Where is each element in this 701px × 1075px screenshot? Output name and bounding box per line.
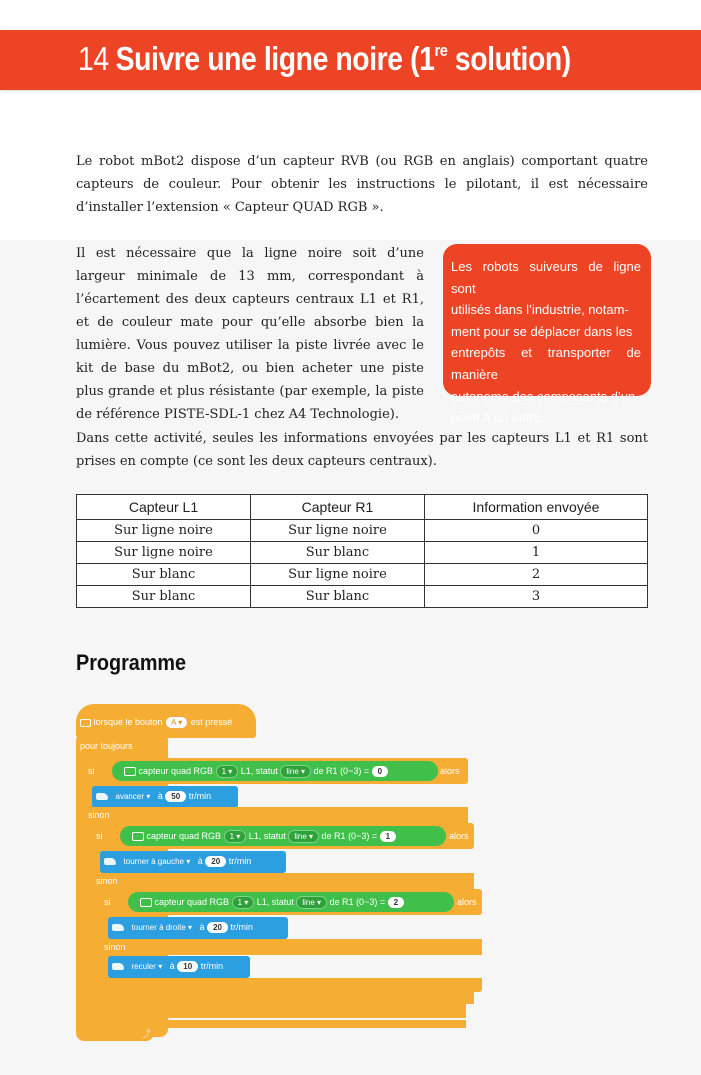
callout-line: entrepôts et transporter de manière (451, 345, 641, 382)
table-cell: Sur ligne noire (77, 520, 251, 542)
table-cell: Sur ligne noire (77, 542, 251, 564)
range-label: de R1 (0~3) (321, 831, 370, 841)
action-verb-select[interactable]: tourner à droite ▾ (127, 922, 198, 933)
status-label: L1, statut (256, 897, 294, 907)
status-select[interactable]: line ▾ (288, 830, 319, 843)
chapter-title (78, 40, 571, 78)
then-keyword: alors (449, 831, 469, 841)
action-value[interactable]: 20 (205, 856, 226, 867)
sensor-icon (140, 898, 152, 907)
status-label: L1, statut (240, 766, 278, 776)
table-cell: Sur ligne noire (250, 520, 424, 542)
range-label: de R1 (0~3) (329, 897, 378, 907)
table-row (77, 586, 648, 608)
callout-line: utilisés dans l’industrie, notam- (451, 302, 629, 318)
robot-icon (112, 963, 124, 970)
hat-suffix: est pressé (190, 717, 233, 727)
else-bar-1 (84, 807, 468, 823)
sensor-num-select[interactable]: 1 ▾ (232, 896, 255, 909)
section-title: Programme (76, 650, 187, 675)
chapter-number: 14 (78, 40, 109, 77)
robot-icon (104, 858, 116, 865)
action-unit: tr/min (230, 922, 253, 932)
range-label: de R1 (0~3) (313, 766, 362, 776)
track-paragraph: Il est nécessaire que la ligne noire soit d’une largeur minimale de 13 mm, correspondant à l’écartement des deux capteurs centraux L1 et R1, et de couleur mate pour qu’elle absorbe bien la lumière. Vous pouvez utiliser la piste livrée avec le kit de base du mBot2, ou bien acheter une piste plus grande et plus résistante (par exemple, la piste de référence PISTE-SDL-1 chez A4 Technologie). (76, 246, 424, 422)
status-select[interactable]: line ▾ (280, 765, 311, 778)
action-1-label (96, 791, 211, 802)
action-verb-select[interactable]: avancer ▾ (111, 791, 156, 802)
sensor-label: capteur quad RGB (146, 831, 222, 841)
table-header-row (77, 495, 648, 520)
action-prep: à (157, 791, 163, 801)
table-header: Capteur L1 (77, 495, 251, 520)
equals-sign: = (379, 897, 386, 907)
equals-sign: = (371, 831, 378, 841)
hat-block-label (80, 716, 232, 729)
table-cell: Sur blanc (250, 542, 424, 564)
action-value[interactable]: 20 (207, 922, 228, 933)
robot-icon (112, 924, 124, 931)
sensor-icon (132, 832, 144, 841)
else-keyword: sinon (88, 810, 110, 820)
else-bar-3 (100, 939, 482, 955)
if-keyword: si (104, 897, 111, 907)
forever-label: pour toujours (80, 741, 133, 751)
condition-value[interactable]: 2 (388, 897, 404, 908)
table-cell: Sur blanc (250, 586, 424, 608)
table-cell: Sur ligne noire (250, 564, 424, 586)
action-verb-select[interactable]: reculer ▾ (127, 961, 168, 972)
chapter-title-end: solution) (447, 40, 571, 77)
action-value[interactable]: 10 (177, 961, 198, 972)
equals-sign: = (363, 766, 370, 776)
else-keyword: sinon (104, 942, 126, 952)
condition-value[interactable]: 1 (380, 831, 396, 842)
callout-line: ment pour se déplacer dans les (451, 323, 633, 339)
table-header: Capteur R1 (250, 495, 424, 520)
action-2-label (104, 856, 251, 867)
condition-3-label (140, 896, 404, 909)
button-select[interactable]: A ▾ (165, 716, 188, 729)
sensor-num-select[interactable]: 1 ▾ (224, 830, 247, 843)
action-prep: à (169, 961, 175, 971)
chapter-header (0, 30, 701, 90)
info-callout (443, 244, 651, 426)
sensor-icon (124, 767, 136, 776)
if-keyword: si (96, 831, 103, 841)
callout-line: point à un autre. (451, 410, 545, 426)
table-row (77, 520, 648, 542)
if-2-bottom (92, 990, 474, 1004)
chapter-title-main: Suivre une ligne noire (1 (115, 40, 435, 77)
table-cell: 0 (424, 520, 647, 542)
callout-line: autonome des composants d’un (451, 388, 636, 404)
table-cell: 2 (424, 564, 647, 586)
action-unit: tr/min (228, 856, 252, 866)
action-3-label (112, 922, 253, 933)
robot-icon (96, 793, 108, 800)
if-3-bottom (100, 978, 482, 992)
intro-paragraph: Le robot mBot2 dispose d’un capteur RVB (ou RGB en anglais) comportant quatre capteurs de couleur. Pour obtenir les instructions le pilotant, il est nécessaire d’installer l’extension « Capteur QUAD RGB ». (76, 154, 648, 215)
action-4-label (112, 961, 223, 972)
action-prep: à (199, 922, 205, 932)
action-unit: tr/min (188, 791, 212, 801)
then-keyword: alors (440, 766, 460, 776)
condition-1-label (124, 765, 388, 778)
table-header: Information envoyée (424, 495, 647, 520)
condition-2-label (132, 830, 396, 843)
if-1-bottom (84, 1004, 466, 1018)
button-icon (80, 719, 91, 727)
table-cell: Sur blanc (77, 586, 251, 608)
status-select[interactable]: line ▾ (296, 896, 327, 909)
action-unit: tr/min (200, 961, 224, 971)
hat-prefix: lorsque le bouton (93, 717, 163, 727)
action-value[interactable]: 50 (165, 791, 186, 802)
sensor-label: capteur quad RGB (138, 766, 214, 776)
sensor-table (76, 494, 648, 608)
condition-value[interactable]: 0 (372, 766, 388, 777)
status-label: L1, statut (248, 831, 286, 841)
loop-arrow-icon: ⤴ (142, 1029, 152, 1039)
table-row (77, 542, 648, 564)
sensor-label: capteur quad RGB (154, 897, 230, 907)
then-keyword: alors (457, 897, 477, 907)
else-keyword: sinon (96, 876, 118, 886)
table-cell: 1 (424, 542, 647, 564)
table-cell: 3 (424, 586, 647, 608)
callout-line: Les robots suiveurs de ligne sont (451, 259, 641, 296)
table-row (77, 564, 648, 586)
if-keyword: si (88, 766, 95, 776)
chapter-title-sup: re (434, 41, 448, 60)
action-verb-select[interactable]: tourner à gauche ▾ (119, 856, 196, 867)
table-cell: Sur blanc (77, 564, 251, 586)
action-prep: à (197, 856, 203, 866)
else-bar-2 (92, 873, 474, 889)
sensor-num-select[interactable]: 1 ▾ (216, 765, 239, 778)
activity-paragraph: Dans cette activité, seules les informations envoyées par les capteurs L1 et R1 sont prises en compte (ce sont les deux capteurs centraux). (76, 431, 648, 469)
